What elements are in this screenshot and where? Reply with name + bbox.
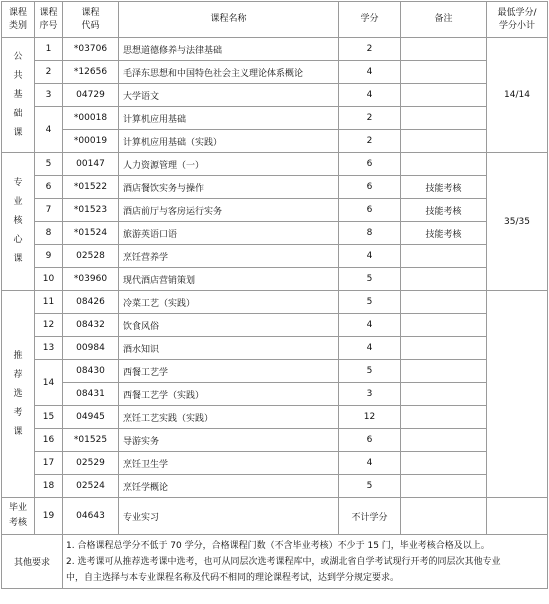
credit-cell: 4 (339, 84, 401, 107)
category-public: 公 共 基 础 课 (2, 38, 35, 153)
note-cell (401, 130, 487, 153)
seq-cell: 9 (35, 245, 63, 268)
note-cell (401, 337, 487, 360)
note-cell (401, 314, 487, 337)
code-cell: *03706 (63, 38, 119, 61)
name-cell: 专业实习 (119, 498, 339, 535)
name-cell: 毛泽东思想和中国特色社会主义理论体系概论 (119, 61, 339, 84)
seq-cell: 15 (35, 406, 63, 429)
credit-cell: 6 (339, 176, 401, 199)
note-cell (401, 107, 487, 130)
credit-cell: 4 (339, 314, 401, 337)
credit-cell: 4 (339, 245, 401, 268)
seq-cell: 11 (35, 291, 63, 314)
name-cell: 西餐工艺学（实践） (119, 383, 339, 406)
name-cell: 计算机应用基础 (119, 107, 339, 130)
code-cell: *01523 (63, 199, 119, 222)
table-row (2, 199, 548, 222)
requirement-line: 1. 合格课程总学分不低于 70 学分，合格课程门数（不含毕业考核）不少于 15 门，毕业考核合格及以上。 (66, 540, 490, 551)
other-requirements-row (2, 535, 548, 589)
name-cell: 酒店前厅与客房运行实务 (119, 199, 339, 222)
requirement-line: 2. 选考课可从推荐选考课中选考，也可从同层次选考课程库中，或湖北省自学考试现行开考的同层次其他专业 (66, 556, 501, 567)
note-cell (401, 498, 487, 535)
name-cell: 思想道德修养与法律基础 (119, 38, 339, 61)
seq-cell: 4 (35, 107, 63, 153)
name-cell: 烹饪工艺实践（实践） (119, 406, 339, 429)
note-cell (401, 406, 487, 429)
subtotal-public: 14/14 (487, 38, 548, 153)
code-cell: 04945 (63, 406, 119, 429)
credit-cell: 不计学分 (339, 498, 401, 535)
credit-cell: 2 (339, 107, 401, 130)
header-code: 课程 代码 (63, 2, 119, 38)
code-cell: 02529 (63, 452, 119, 475)
table-row (2, 245, 548, 268)
note-cell (401, 268, 487, 291)
other-requirements-text (63, 535, 548, 589)
name-cell: 计算机应用基础（实践） (119, 130, 339, 153)
note-cell (401, 383, 487, 406)
name-cell: 冷菜工艺（实践） (119, 291, 339, 314)
subtotal-elective (487, 291, 548, 498)
note-cell (401, 360, 487, 383)
seq-cell: 18 (35, 475, 63, 498)
table-row (2, 84, 548, 107)
code-cell: 02528 (63, 245, 119, 268)
name-cell: 西餐工艺学 (119, 360, 339, 383)
name-cell: 饮食风俗 (119, 314, 339, 337)
code-cell: 08426 (63, 291, 119, 314)
note-cell (401, 452, 487, 475)
subtotal-core: 35/35 (487, 153, 548, 291)
category-grad: 毕业 考核 (2, 498, 35, 535)
code-cell: 08432 (63, 314, 119, 337)
table-row (2, 61, 548, 84)
table-row (2, 498, 548, 535)
table-row (2, 406, 548, 429)
name-cell: 大学语文 (119, 84, 339, 107)
note-cell: 技能考核 (401, 176, 487, 199)
credit-cell: 4 (339, 452, 401, 475)
table-row (2, 268, 548, 291)
header-min-credit: 最低学分/ 学分小计 (487, 2, 548, 38)
credit-cell: 5 (339, 475, 401, 498)
seq-cell: 5 (35, 153, 63, 176)
seq-cell: 16 (35, 429, 63, 452)
table-row (2, 383, 548, 406)
note-cell (401, 153, 487, 176)
credit-cell: 4 (339, 61, 401, 84)
requirement-line: 中，自主选择与本专业课程名称及代码不相同的理论课程考试，达到学分规定要求。 (66, 572, 400, 583)
credit-cell: 6 (339, 429, 401, 452)
subtotal-grad (487, 498, 548, 535)
name-cell: 现代酒店营销策划 (119, 268, 339, 291)
credit-cell: 8 (339, 222, 401, 245)
table-row (2, 475, 548, 498)
name-cell: 旅游英语口语 (119, 222, 339, 245)
credit-cell: 3 (339, 383, 401, 406)
note-cell (401, 84, 487, 107)
seq-cell: 17 (35, 452, 63, 475)
table-row (2, 222, 548, 245)
header-note: 备注 (401, 2, 487, 38)
table-row (2, 38, 548, 61)
name-cell: 人力资源管理（一） (119, 153, 339, 176)
note-cell: 技能考核 (401, 199, 487, 222)
seq-cell: 12 (35, 314, 63, 337)
code-cell: *03960 (63, 268, 119, 291)
table-row (2, 337, 548, 360)
seq-cell: 14 (35, 360, 63, 406)
header-row (2, 2, 548, 38)
credit-cell: 4 (339, 337, 401, 360)
credit-cell: 5 (339, 291, 401, 314)
table-row (2, 153, 548, 176)
code-cell: 04729 (63, 84, 119, 107)
table-row (2, 452, 548, 475)
name-cell: 导游实务 (119, 429, 339, 452)
header-category: 课程 类别 (2, 2, 35, 38)
credit-cell: 6 (339, 199, 401, 222)
code-cell: 02524 (63, 475, 119, 498)
credit-cell: 2 (339, 38, 401, 61)
credit-cell: 2 (339, 130, 401, 153)
table-row (2, 130, 548, 153)
table-row (2, 360, 548, 383)
seq-cell: 8 (35, 222, 63, 245)
note-cell (401, 245, 487, 268)
table-row (2, 429, 548, 452)
seq-cell: 1 (35, 38, 63, 61)
seq-cell: 13 (35, 337, 63, 360)
seq-cell: 19 (35, 498, 63, 535)
other-requirements-label: 其他要求 (2, 535, 63, 589)
seq-cell: 3 (35, 84, 63, 107)
header-name: 课程名称 (119, 2, 339, 38)
seq-cell: 6 (35, 176, 63, 199)
seq-cell: 2 (35, 61, 63, 84)
credit-cell: 5 (339, 360, 401, 383)
credit-cell: 6 (339, 153, 401, 176)
code-cell: 04643 (63, 498, 119, 535)
name-cell: 烹饪营养学 (119, 245, 339, 268)
note-cell (401, 291, 487, 314)
table-row (2, 107, 548, 130)
code-cell: 00984 (63, 337, 119, 360)
table-row (2, 291, 548, 314)
table-row (2, 176, 548, 199)
code-cell: *01522 (63, 176, 119, 199)
name-cell: 酒水知识 (119, 337, 339, 360)
category-core: 专 业 核 心 课 (2, 153, 35, 291)
header-credit: 学分 (339, 2, 401, 38)
code-cell: 00147 (63, 153, 119, 176)
credit-cell: 12 (339, 406, 401, 429)
code-cell: *12656 (63, 61, 119, 84)
note-cell (401, 475, 487, 498)
code-cell: *01525 (63, 429, 119, 452)
course-table (1, 1, 548, 589)
seq-cell: 7 (35, 199, 63, 222)
code-cell: *00018 (63, 107, 119, 130)
code-cell: *01524 (63, 222, 119, 245)
seq-cell: 10 (35, 268, 63, 291)
credit-cell: 5 (339, 268, 401, 291)
category-elective: 推 荐 选 考 课 (2, 291, 35, 498)
table-row (2, 314, 548, 337)
code-cell: 08431 (63, 383, 119, 406)
code-cell: 08430 (63, 360, 119, 383)
note-cell (401, 38, 487, 61)
name-cell: 酒店餐饮实务与操作 (119, 176, 339, 199)
code-cell: *00019 (63, 130, 119, 153)
note-cell: 技能考核 (401, 222, 487, 245)
name-cell: 烹饪学概论 (119, 475, 339, 498)
note-cell (401, 429, 487, 452)
name-cell: 烹饪卫生学 (119, 452, 339, 475)
note-cell (401, 61, 487, 84)
header-seq: 课程 序号 (35, 2, 63, 38)
